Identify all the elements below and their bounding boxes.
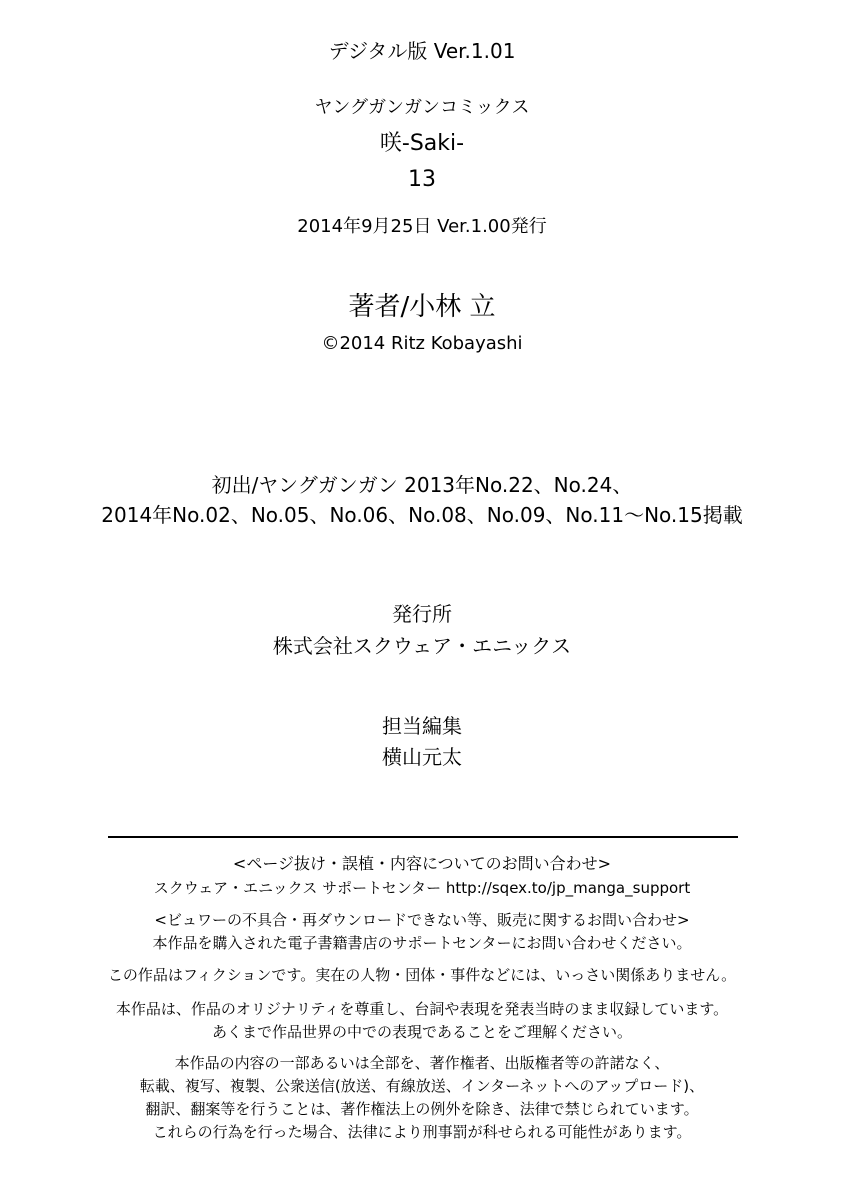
- edition-label: デジタル版 Ver.1.01: [328, 39, 516, 63]
- fiction-notice: この作品はフィクションです。実在の人物・団体・事件などには、いっさい関係ありません。: [107, 966, 737, 984]
- editor-name: 横山元太: [382, 745, 462, 769]
- first-appearance-line-2: 2014年No.02、No.05、No.06、No.08、No.09、No.11〜No.15掲載: [101, 503, 743, 527]
- support-center-line: スクウェア・エニックス サポートセンター http://sqex.to/jp_manga_support: [153, 879, 691, 897]
- volume-number: 13: [408, 167, 436, 192]
- comics-label: ヤングガンガンコミックス: [314, 97, 530, 118]
- originality-notice-1: 本作品は、作品のオリジナリティを尊重し、台詞や表現を発表当時のまま収録しています。: [115, 1000, 729, 1018]
- originality-notice-2: あくまで作品世界の中での表現であることをご理解ください。: [211, 1023, 632, 1041]
- author-line: 著者/小林 立: [348, 292, 496, 322]
- publisher-label: 発行所: [392, 602, 452, 626]
- viewer-inquiry-line: 本作品を購入された電子書籍書店のサポートセンターにお問い合わせください。: [152, 934, 692, 952]
- publisher-name: 株式会社スクウェア・エニックス: [272, 634, 572, 658]
- copyright-notice-3: 翻訳、翻案等を行うことは、著作権法上の例外を除き、法律で禁じられています。: [145, 1100, 699, 1118]
- copyright-notice-1: 本作品の内容の一部あるいは全部を、著作権者、出版権者等の許諾なく、: [174, 1054, 670, 1072]
- inquiry-heading: <ページ抜け・誤植・内容についてのお問い合わせ>: [232, 854, 612, 873]
- copyright-line: ©2014 Ritz Kobayashi: [321, 333, 523, 354]
- divider: [108, 836, 738, 838]
- book-title: 咲-Saki-: [379, 131, 465, 156]
- editor-label: 担当編集: [382, 714, 462, 738]
- viewer-inquiry-heading: <ビュワーの不具合・再ダウンロードできない等、販売に関するお問い合わせ>: [154, 911, 690, 929]
- copyright-notice-2: 転載、複写、複製、公衆送信(放送、有線放送、インターネットへのアップロード)、: [139, 1077, 705, 1095]
- publish-date: 2014年9月25日 Ver.1.00発行: [297, 216, 547, 237]
- copyright-notice-4: これらの行為を行った場合、法律により刑事罰が科せられる可能性があります。: [152, 1123, 692, 1141]
- first-appearance-line-1: 初出/ヤングガンガン 2013年No.22、No.24、: [211, 473, 633, 497]
